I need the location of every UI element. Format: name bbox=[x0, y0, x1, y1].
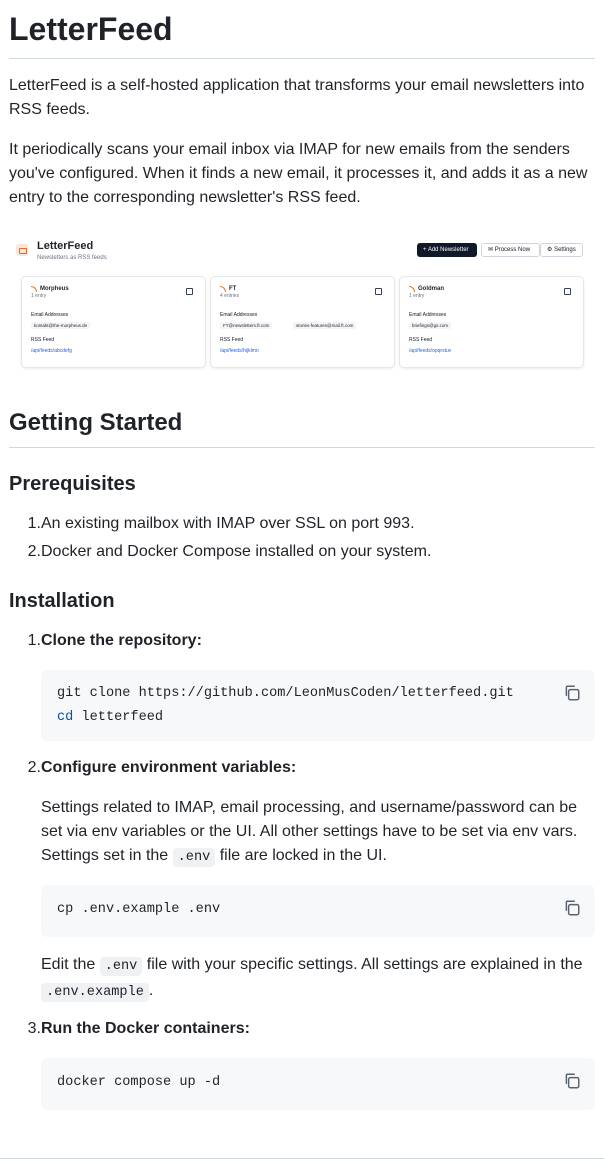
email-label: Email Addresses bbox=[31, 312, 69, 318]
edit-icon bbox=[375, 288, 382, 295]
step-description-line: set via env variables or the UI. All other settings have to be set via env vars. bbox=[41, 823, 578, 840]
inline-code: .env.example bbox=[41, 983, 149, 1002]
feed-link: /api/feeds/abcdefg bbox=[31, 348, 72, 354]
email-tag: stories-features@mail.ft.com bbox=[293, 322, 356, 329]
email-tag: FT@newsletters.ft.com bbox=[220, 322, 272, 329]
entry-count: 4 entries bbox=[220, 293, 240, 299]
step-description-line: Settings related to IMAP, email processing, and username/password can be bbox=[41, 799, 577, 816]
settings-label: Settings bbox=[554, 247, 576, 253]
code-line: cp .env.example .env bbox=[57, 902, 221, 917]
entry-count: 1 entry bbox=[409, 293, 425, 299]
code-line: git clone https://github.com/LeonMusCoden/letterfeed.git bbox=[57, 686, 514, 701]
intro-paragraph-1: LetterFeed is a self-hosted application that transforms your email newsletters into RSS feeds. bbox=[9, 77, 585, 118]
newsletter-card bbox=[399, 276, 584, 368]
inline-code: .env bbox=[100, 957, 143, 976]
step-title: Run the Docker containers: bbox=[41, 1020, 250, 1037]
email-label: Email Addresses bbox=[220, 312, 258, 318]
feed-link: /api/feeds/hijklmn bbox=[220, 348, 259, 354]
code-line bbox=[57, 706, 579, 730]
copy-icon[interactable] bbox=[563, 684, 581, 702]
email-label: Email Addresses bbox=[409, 312, 447, 318]
section-heading-getting-started: Getting Started bbox=[9, 408, 595, 448]
intro-paragraph-2: It periodically scans your email inbox via IMAP for new emails from the senders you've configured. When it finds a new email, it processes it, and adds it as a new entry to the corresponding newsletter's RSS feed. bbox=[9, 141, 588, 206]
process-now-button bbox=[481, 243, 540, 257]
list-number: 1. bbox=[27, 632, 41, 649]
list-number: 2. bbox=[27, 759, 41, 776]
rss-label: RSS Feed bbox=[409, 337, 433, 343]
inline-code: .env bbox=[173, 848, 216, 867]
gear-icon: ⚙ bbox=[547, 247, 553, 253]
step-description-line bbox=[41, 953, 583, 979]
list-number: 2. bbox=[27, 543, 41, 560]
screenshot-app-title: LetterFeed bbox=[37, 240, 94, 252]
divider bbox=[0, 1158, 604, 1159]
copy-icon[interactable] bbox=[563, 1072, 581, 1090]
list-number: 1. bbox=[27, 515, 41, 532]
edit-icon bbox=[564, 288, 571, 295]
step-title: Clone the repository: bbox=[41, 632, 202, 649]
newsletter-name: Goldman bbox=[418, 286, 445, 292]
add-newsletter-button: + Add Newsletter bbox=[417, 243, 477, 257]
code-keyword: cd bbox=[57, 710, 74, 725]
section-heading-prerequisites: Prerequisites bbox=[9, 473, 136, 495]
rss-label: RSS Feed bbox=[220, 337, 244, 343]
text-span: . bbox=[148, 982, 154, 999]
code-block bbox=[41, 1058, 595, 1110]
list-number: 3. bbox=[27, 1020, 41, 1037]
email-tag: briefings@gs.com bbox=[409, 322, 451, 329]
section-heading-installation: Installation bbox=[9, 590, 115, 612]
step-description-line bbox=[41, 979, 153, 1005]
rss-icon bbox=[409, 286, 415, 292]
text-span: Settings set in the bbox=[41, 847, 173, 864]
code-text: letterfeed bbox=[73, 710, 164, 725]
list-item: Docker and Docker Compose installed on your system. bbox=[41, 543, 432, 560]
app-screenshot bbox=[12, 236, 587, 371]
feed-link: /api/feeds/opqrstuv bbox=[409, 348, 452, 354]
process-now-label: Process Now bbox=[494, 247, 531, 253]
code-line: docker compose up -d bbox=[57, 1075, 221, 1090]
code-block bbox=[41, 670, 595, 741]
entry-count: 1 entry bbox=[31, 293, 47, 299]
mail-icon bbox=[16, 244, 28, 256]
page-title: LetterFeed bbox=[9, 0, 595, 59]
newsletter-name: Morpheus bbox=[40, 286, 69, 292]
text-span: Edit the bbox=[41, 956, 100, 973]
mail-icon: ✉ bbox=[488, 247, 494, 253]
list-item: An existing mailbox with IMAP over SSL on port 993. bbox=[41, 515, 415, 532]
text-span: file are locked in the UI. bbox=[215, 847, 387, 864]
settings-button bbox=[540, 243, 583, 257]
copy-icon[interactable] bbox=[563, 899, 581, 917]
step-title: Configure environment variables: bbox=[41, 759, 297, 776]
rss-label: RSS Feed bbox=[31, 337, 55, 343]
rss-icon bbox=[31, 286, 37, 292]
newsletter-card bbox=[210, 276, 395, 368]
newsletter-name: FT bbox=[229, 286, 237, 292]
newsletter-card bbox=[21, 276, 206, 368]
edit-icon bbox=[186, 288, 193, 295]
text-span: file with your specific settings. All settings are explained in the bbox=[142, 956, 583, 973]
rss-icon bbox=[220, 286, 226, 292]
email-tag: kontakt@the-morpheus.de bbox=[31, 322, 90, 329]
step-description-line bbox=[41, 844, 387, 870]
code-block bbox=[41, 885, 595, 937]
screenshot-app-subtitle: Newsletters as RSS feeds bbox=[37, 255, 107, 261]
